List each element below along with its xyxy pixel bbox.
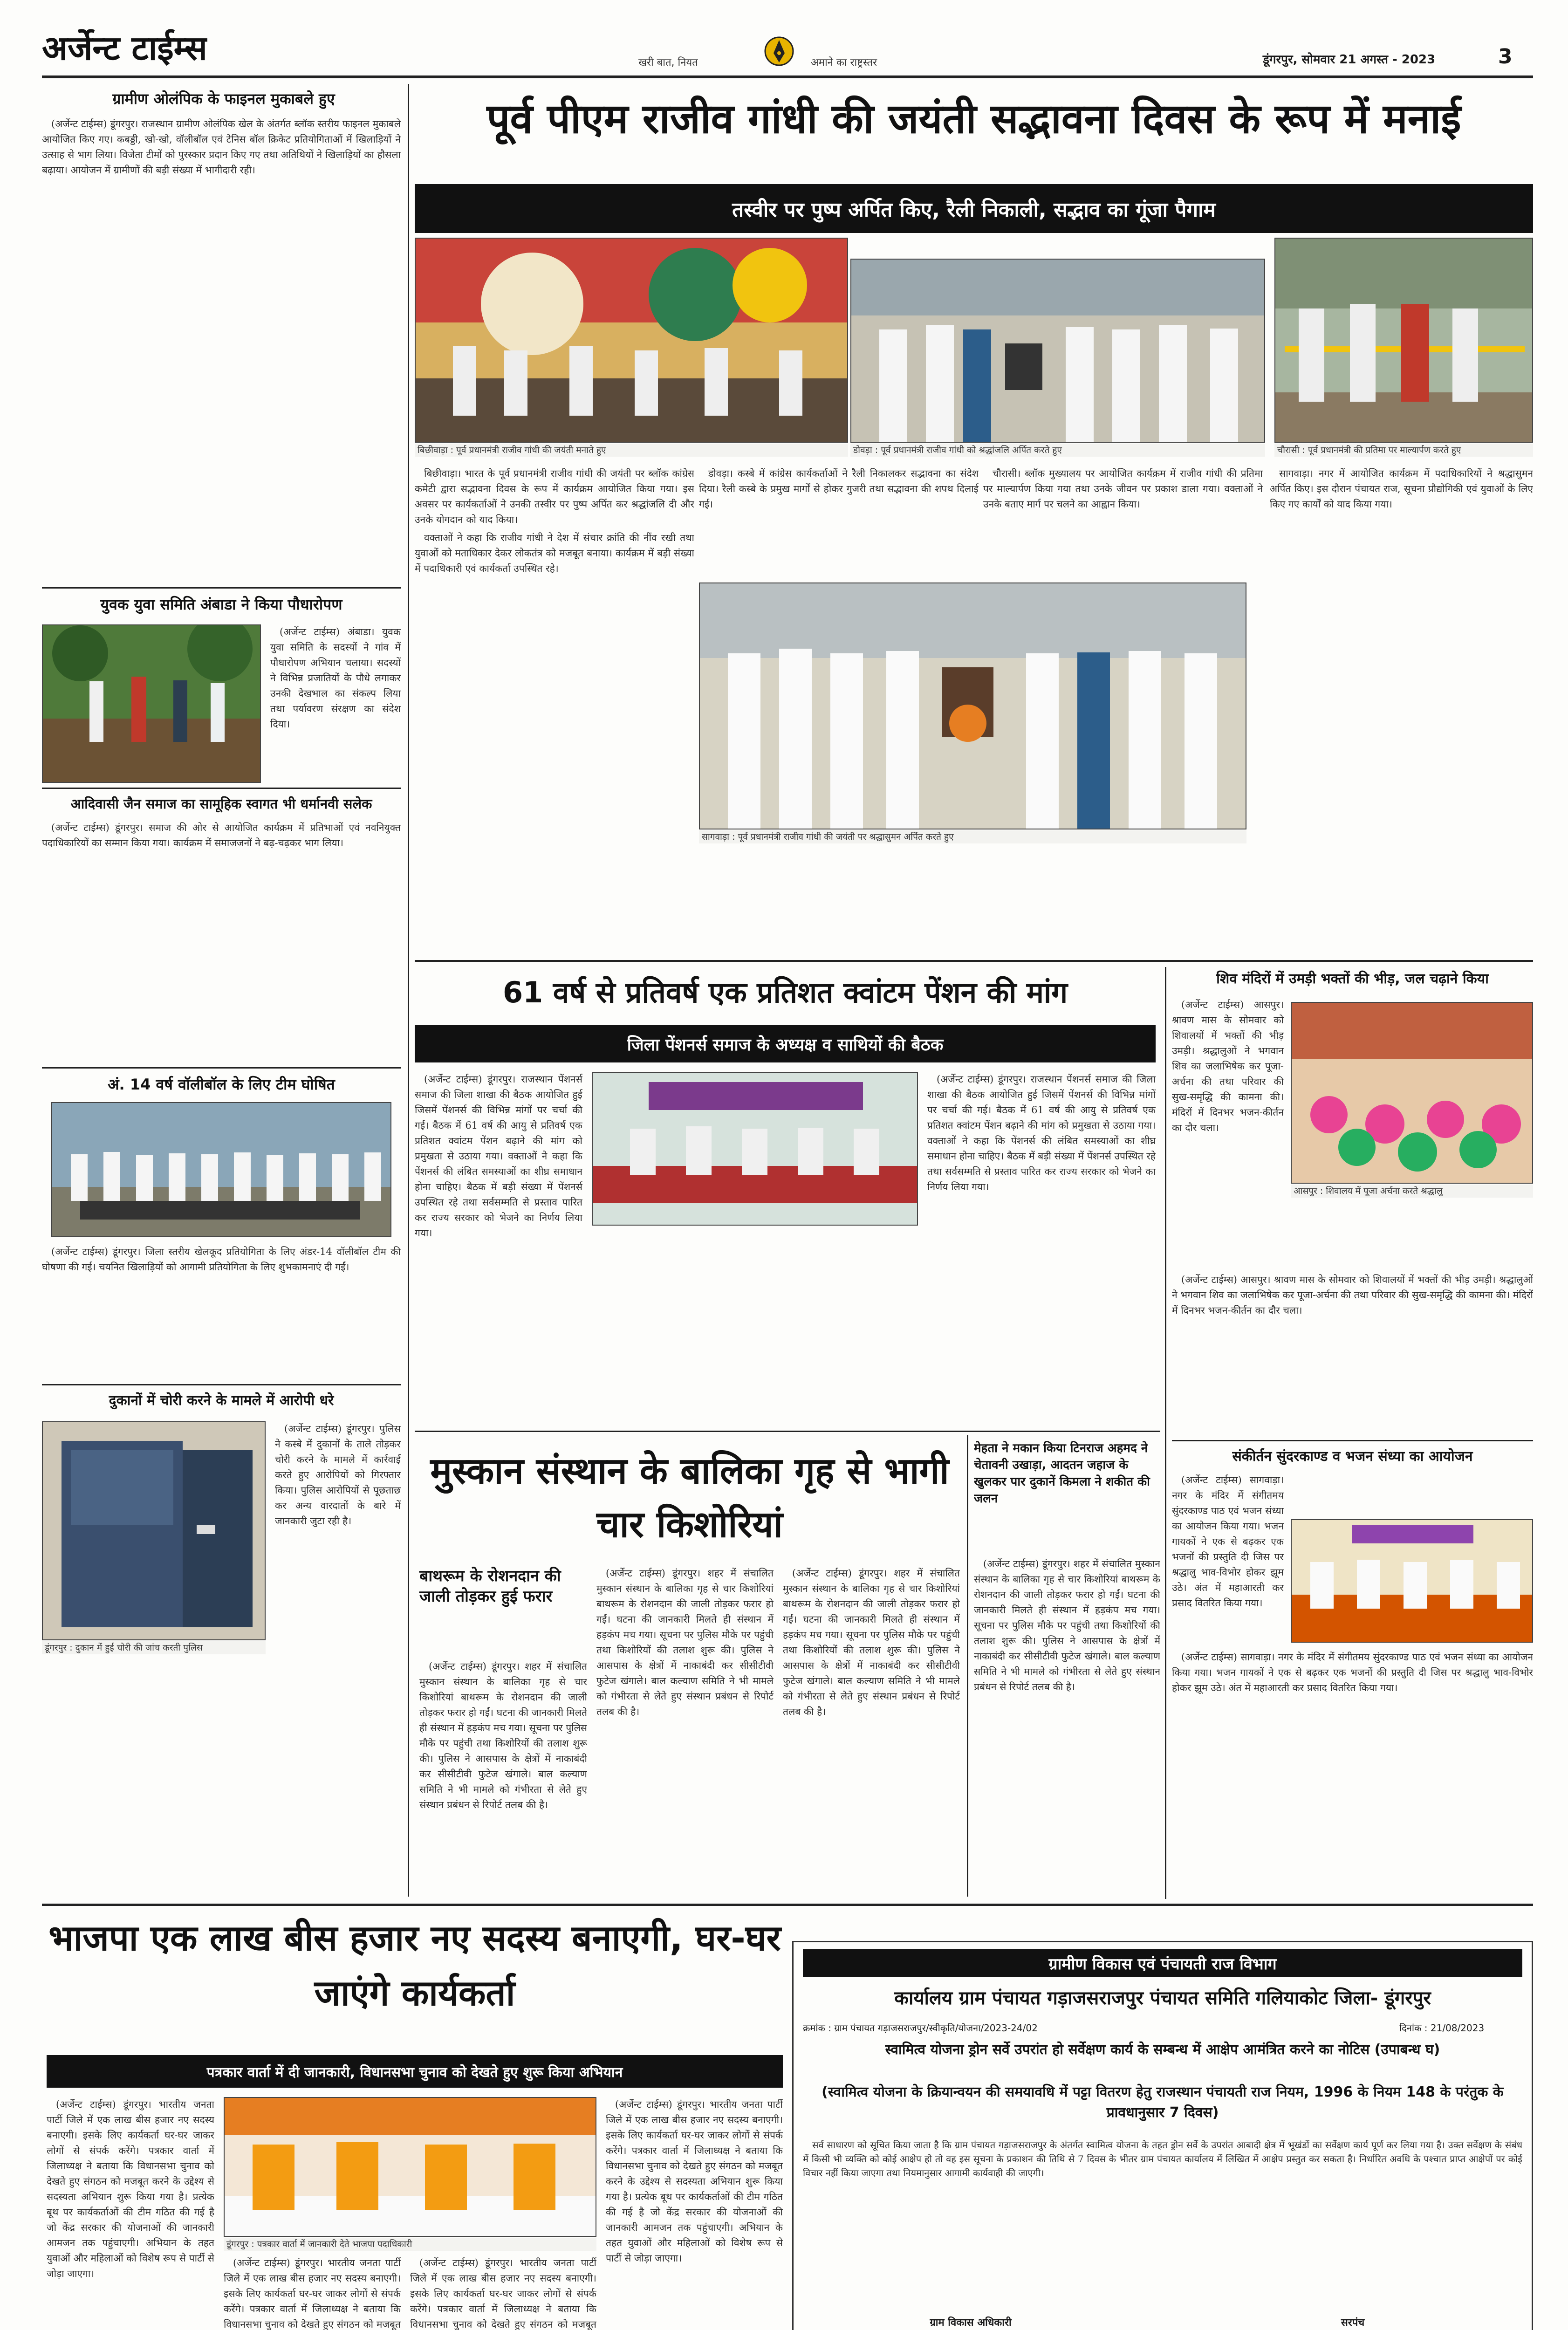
section-divider <box>415 960 1533 962</box>
notice-sign-left: ग्राम विकास अधिकारी <box>930 2317 1012 2329</box>
lead-caption-4: सागवाड़ा : पूर्व प्रधानमंत्री राजीव गांधी की जयंती पर श्रद्धासुमन अर्पित करते हुए <box>699 830 1246 843</box>
masthead-tagline-left: खरी बात, नियत <box>638 57 698 69</box>
story-headline: आदिवासी जैन समाज का सामूहिक स्वागत भी धर्मानवी सलेक <box>70 796 372 812</box>
divider <box>42 587 401 589</box>
story-body: (अर्जेन्ट टाईम्स) अंबाडा। युवक युवा समिति के सदस्यों ने गांव में पौधारोपण अभियान चलाया। सदस्यों ने विभिन्न प्रजातियों के पौधे लगाकर उनकी देखभाल का संकल्प लिया तथा पर्यावरण संरक्षण का संदेश दिया। <box>270 626 401 730</box>
photo-caption: डूंगरपुर : दुकान में हुई चोरी की जांच करती पुलिस <box>42 1641 266 1654</box>
notice-dept: ग्रामीण विकास एवं पंचायती राज विभाग <box>803 1949 1522 1977</box>
pension-subhead: जिला पेंशनर्स समाज के अध्यक्ष व साथियों की बैठक <box>415 1025 1156 1062</box>
bjp-caption: डूंगरपुर : पत्रकार वार्ता में जानकारी देते भाजपा पदाधिकारी <box>224 2238 596 2251</box>
photo-caption: आसपुर : शिवालय में पूजा अर्चना करते श्रद्धालु <box>1291 1185 1533 1198</box>
lead-body-col-4: सागवाड़ा। नगर में आयोजित कार्यक्रम में पदाधिकारियों ने श्रद्धासुमन अर्पित किए। इस दौरान पंचायत राज, सूचना प्रौद्योगिकी एवं युवाओं के लिए किए गए कार्यों को याद किया गया। <box>1270 468 1533 510</box>
bjp-body-4: (अर्जेन्ट टाईम्स) डूंगरपुर। भारतीय जनता पार्टी जिले में एक लाख बीस हजार नए सदस्य बनाएगी। इसके लिए कार्यकर्ता घर-घर जाकर लोगों से संपर्क करेंगे। पत्रकार वार्ता में जिलाध्यक्ष ने बताया कि विधानसभा चुनाव को देखते हुए संगठन को मजबूत करने के उद्देश्य से सदस्यता अभियान शुरू किया गया है। प्रत्येक बूथ पर कार्यकर्ताओं की टीम गठित की गई है जो केंद्र सरकार की योजनाओं की जानकारी आमजन तक पहुंचाएगी। अभियान के तहत युवाओं और महिलाओं को विशेष रूप से पार्टी से जोड़ा जाएगा। <box>606 2099 783 2264</box>
temple-photo <box>1291 1002 1533 1184</box>
divider <box>42 1067 401 1069</box>
masthead <box>0 0 1568 79</box>
divider <box>42 788 401 789</box>
story-body: (अर्जेन्ट टाईम्स) डूंगरपुर। समाज की ओर से आयोजित कार्यक्रम में प्रतिभाओं एवं नवनियुक्त पदाधिकारियों का सम्मान किया गया। कार्यक्रम में समाजजनों ने बढ़-चढ़कर भाग लिया। <box>42 822 401 849</box>
section-divider <box>415 1431 1160 1432</box>
lead-photo-3 <box>1274 238 1533 443</box>
lead-caption-2: डोवड़ा : पूर्व प्रधानमंत्री राजीव गांधी को श्रद्धांजलि अर्पित करते हुए <box>850 444 1265 457</box>
story-headline: ग्रामीण ओलंपिक के फाइनल मुकाबले हुए <box>112 90 335 108</box>
notice-sign-right: सरपंच <box>1341 2317 1365 2329</box>
notice-rule: (स्वामित्व योजना के क्रियान्वयन की समयावधि में पट्टा वितरण हेतु राजस्थान पंचायती राज नियम, 1996 के नियम 148 के परंतुक के प्रावधानुसार 7 दिवस) <box>822 2084 1504 2121</box>
lead-body-col-2: डोवड़ा। कस्बे में कांग्रेस कार्यकर्ताओं ने रैली निकालकर सद्भावना का संदेश दिया। रैली कस्बे के प्रमुख मार्गों से होकर गुजरी तथा सद्भावना की शपथ दिलाई गई। <box>699 468 979 510</box>
page-number: 3 <box>1498 45 1513 69</box>
story-body: (अर्जेन्ट टाईम्स) डूंगरपुर। राजस्थान ग्रामीण ओलंपिक खेल के अंतर्गत ब्लॉक स्तरीय फाइनल मुकाबले आयोजित किए गए। कबड्डी, खो-खो, वॉलीबॉल एवं टेनिस बॉल क्रिकेट प्रतियोगिताओं में खिलाड़ियों ने उत्साह से भाग लिया। विजेता टीमों को पुरस्कार प्रदान किए गए तथा अतिथियों ने खिलाड़ियों का हौसला बढ़ाया। आयोजन में ग्रामीणों की बड़ी संख्या में भागीदारी रही। <box>42 118 401 176</box>
notice-body: सर्व साधारण को सूचित किया जाता है कि ग्राम पंचायत गड़ाजसराजपुर के अंतर्गत स्वामित्व योजना के तहत ड्रोन सर्वे के उपरांत आबादी क्षेत्र में भूखंडों का सर्वेक्षण कार्य पूर्ण कर लिया गया है। उक्त सर्वेक्षण के संबंध में किसी भी व्यक्ति को कोई आक्षेप हो तो वह इस सूचना के प्रकाशन की तिथि से 7 दिवस के भीतर ग्राम पंचायत कार्यालय में लिखित में आक्षेप प्रस्तुत कर सकता है। निर्धारित अवधि के पश्चात प्राप्त आक्षेपों पर कोई विचार नहीं किया जाएगा तथा नियमानुसार आगामी कार्यवाही की जाएगी। <box>803 2139 1522 2179</box>
lead-subhead: तस्वीर पर पुष्प अर्पित किए, रैली निकाली, सद्भाव का गूंजा पैगाम <box>415 184 1533 233</box>
newspaper-name: अर्जेन्ट टाईम्स <box>42 28 207 68</box>
pension-photo <box>592 1072 918 1226</box>
side-headline: मेहता ने मकान किया टिनराज अहमद ने चेतावनी उखाड़ा, आदतन जहाज के खुलकर पार दुकानें किमला ने शकीत की जलन <box>974 1441 1150 1506</box>
story-body: (अर्जेन्ट टाईम्स) आसपुर। श्रावण मास के सोमवार को शिवालयों में भक्तों की भीड़ उमड़ी। श्रद्धालुओं ने भगवान शिव का जलाभिषेक कर पूजा-अर्चना की तथा परिवार की सुख-समृद्धि की कामना की। मंदिरों में दिनभर भजन-कीर्तन का दौर चला। <box>1172 1274 1533 1316</box>
lead-photo-4 <box>699 582 1246 829</box>
muskan-headline: मुस्कान संस्थान के बालिका गृह से भागी चार किशोरियां <box>430 1450 949 1546</box>
column-divider <box>1165 967 1166 1899</box>
lead-photo-1 <box>415 238 848 443</box>
lead-body-col-3: चौरासी। ब्लॉक मुख्यालय पर आयोजित कार्यक्रम में राजीव गांधी की प्रतिमा पर माल्यार्पण किया गया तथा उनके जीवन पर प्रकाश डाला गया। वक्ताओं ने उनके बताए मार्ग पर चलने का आह्वान किया। <box>983 468 1263 510</box>
pension-headline: 61 वर्ष से प्रतिवर्ष एक प्रतिशत क्वांटम पेंशन की मांग <box>503 975 1068 1009</box>
story-body: (अर्जेन्ट टाईम्स) डूंगरपुर। पुलिस ने कस्बे में दुकानों के ताले तोड़कर चोरी करने के मामले में कार्रवाई करते हुए आरोपियों को गिरफ्तार किया। पुलिस आरोपियों से पूछताछ कर अन्य वारदातों के बारे में जानकारी जुटा रही है। <box>275 1423 401 1527</box>
pension-body-right: (अर्जेन्ट टाईम्स) डूंगरपुर। राजस्थान पेंशनर्स समाज की जिला शाखा की बैठक आयोजित हुई जिसमें पेंशनर्स की विभिन्न मांगों पर चर्चा की गई। बैठक में 61 वर्ष की आयु से प्रतिवर्ष एक प्रतिशत क्वांटम पेंशन बढ़ाने की मांग को प्रमुखता से उठाया गया। वक्ताओं ने कहा कि पेंशनर्स की लंबित समस्याओं का शीघ्र समाधान होना चाहिए। बैठक में बड़ी संख्या में पेंशनर्स उपस्थित रहे तथा सर्वसम्मति से प्रस्ताव पारित कर राज्य सरकार को भेजने का निर्णय लिया गया। <box>927 1074 1156 1192</box>
lead-body-col-1: बिछीवाड़ा। भारत के पूर्व प्रधानमंत्री राजीव गांधी की जयंती पर ब्लॉक कांग्रेस कमेटी द्वारा सद्भावना दिवस के रूप में कार्यक्रम आयोजित किया गया। इस अवसर पर कार्यकर्ताओं ने उनकी तस्वीर पर पुष्प अर्पित कर श्रद्धांजलि दी और उनके योगदान को याद किया। वक्ताओं ने कहा कि राजीव गांधी ने देश में संचार क्रांति की नींव रखी तथा युवाओं को मताधिकार देकर लोकतंत्र को मजबूत बनाया। कार्यक्रम में बड़ी संख्या में पदाधिकारी एवं कार्यकर्ता उपस्थित रहे। <box>415 468 694 574</box>
lead-headline: पूर्व पीएम राजीव गांधी की जयंती सद्भावना दिवस के रूप में मनाई <box>486 95 1461 143</box>
notice-ref: क्रमांक : ग्राम पंचायत गड़ाजसराजपुर/स्वीकृति/योजना/2023-24/02 <box>803 2022 1038 2034</box>
notice-date: दिनांक : 21/08/2023 <box>1399 2022 1485 2034</box>
public-notice <box>792 1941 1533 2330</box>
masthead-tagline-right: अमाने का राष्ट्रस्तर <box>811 57 877 69</box>
story-headline: युवक युवा समिति अंबाडा ने किया पौधारोपण <box>100 596 342 613</box>
bjp-body-1: (अर्जेन्ट टाईम्स) डूंगरपुर। भारतीय जनता पार्टी जिले में एक लाख बीस हजार नए सदस्य बनाएगी। इसके लिए कार्यकर्ता घर-घर जाकर लोगों से संपर्क करेंगे। पत्रकार वार्ता में जिलाध्यक्ष ने बताया कि विधानसभा चुनाव को देखते हुए संगठन को मजबूत करने के उद्देश्य से सदस्यता अभियान शुरू किया गया है। प्रत्येक बूथ पर कार्यकर्ताओं की टीम गठित की गई है जो केंद्र सरकार की योजनाओं की जानकारी आमजन तक पहुंचाएगी। अभियान के तहत युवाओं और महिलाओं को विशेष रूप से पार्टी से जोड़ा जाएगा। <box>47 2099 214 2279</box>
notice-office: कार्यालय ग्राम पंचायत गड़ाजसराजपुर पंचायत समिति गलियाकोट जिला- डूंगरपुर <box>894 1987 1431 2009</box>
divider <box>42 1384 401 1385</box>
story-headline: अं. 14 वर्ष वॉलीबॉल के लिए टीम घोषित <box>108 1076 335 1093</box>
column-divider <box>967 1435 968 1897</box>
bhajan-photo <box>1291 1519 1533 1643</box>
right-column <box>1172 969 1533 1901</box>
bjp-body-3: (अर्जेन्ट टाईम्स) डूंगरपुर। भारतीय जनता पार्टी जिले में एक लाख बीस हजार नए सदस्य बनाएगी। इसके लिए कार्यकर्ता घर-घर जाकर लोगों से संपर्क करेंगे। पत्रकार वार्ता में जिलाध्यक्ष ने बताया कि विधानसभा चुनाव को देखते हुए संगठन को मजबूत <box>410 2257 596 2330</box>
story-headline: संकीर्तन सुंदरकाण्ड व भजन संध्या का आयोजन <box>1232 1448 1473 1465</box>
bjp-headline: भाजपा एक लाख बीस हजार नए सदस्य बनाएगी, घर-घर जाएंगे कार्यकर्ता <box>48 1917 781 2014</box>
column-divider <box>408 84 409 1897</box>
masthead-rule <box>42 75 1533 78</box>
muskan-body-3: (अर्जेन्ट टाईम्स) डूंगरपुर। शहर में संचालित मुस्कान संस्थान के बालिका गृह से चार किशोरियां बाथरूम के रोशनदान की जाली तोड़कर फरार हो गईं। घटना की जानकारी मिलते ही संस्थान में हड़कंप मच गया। सूचना पर पुलिस मौके पर पहुंची तथा किशोरियों की तलाश शुरू की। पुलिस ने आसपास के क्षेत्रों में नाकाबंदी कर सीसीटीवी फुटेज खंगाले। बाल कल्याण समिति ने भी मामले को गंभीरता से लेते हुए संस्थान प्रबंधन से रिपोर्ट तलब की है। <box>783 1568 960 1717</box>
plantation-photo <box>42 624 261 783</box>
volleyball-team-photo <box>51 1102 391 1237</box>
side-story-body: (अर्जेन्ट टाईम्स) डूंगरपुर। शहर में संचालित मुस्कान संस्थान के बालिका गृह से चार किशोरियां बाथरूम के रोशनदान की जाली तोड़कर फरार हो गईं। घटना की जानकारी मिलते ही संस्थान में हड़कंप मच गया। सूचना पर पुलिस मौके पर पहुंची तथा किशोरियों की तलाश शुरू की। पुलिस ने आसपास के क्षेत्रों में नाकाबंदी कर सीसीटीवी फुटेज खंगाले। बाल कल्याण समिति ने भी मामले को गंभीरता से लेते हुए संस्थान प्रबंधन से रिपोर्ट तलब की है। <box>974 1558 1160 1693</box>
pension-body-left: (अर्जेन्ट टाईम्स) डूंगरपुर। राजस्थान पेंशनर्स समाज की जिला शाखा की बैठक आयोजित हुई जिसमें पेंशनर्स की विभिन्न मांगों पर चर्चा की गई। बैठक में 61 वर्ष की आयु से प्रतिवर्ष एक प्रतिशत क्वांटम पेंशन बढ़ाने की मांग को प्रमुखता से उठाया गया। वक्ताओं ने कहा कि पेंशनर्स की लंबित समस्याओं का शीघ्र समाधान होना चाहिए। बैठक में बड़ी संख्या में पेंशनर्स उपस्थित रहे तथा सर्वसम्मति से प्रस्ताव पारित कर राज्य सरकार को भेजने का निर्णय लिया गया। <box>415 1074 582 1239</box>
notice-title: स्वामित्व योजना ड्रोन सर्वे उपरांत हो सर्वेक्षण कार्य के सम्बन्ध में आक्षेप आमंत्रित करने का नोटिस (उपाबन्ध घ) <box>885 2042 1440 2058</box>
lead-photo-2 <box>850 259 1265 443</box>
muskan-subhead: बाथरूम के रोशनदान की जाली तोड़कर हुई फरार <box>419 1567 561 1606</box>
bjp-subhead: पत्रकार वार्ता में दी जानकारी, विधानसभा चुनाव को देखते हुए शुरू किया अभियान <box>47 2055 783 2088</box>
lead-caption-1: बिछीवाड़ा : पूर्व प्रधानमंत्री राजीव गांधी की जयंती मनाते हुए <box>415 444 848 457</box>
muskan-body-2: (अर्जेन्ट टाईम्स) डूंगरपुर। शहर में संचालित मुस्कान संस्थान के बालिका गृह से चार किशोरियां बाथरूम के रोशनदान की जाली तोड़कर फरार हो गईं। घटना की जानकारी मिलते ही संस्थान में हड़कंप मच गया। सूचना पर पुलिस मौके पर पहुंची तथा किशोरियों की तलाश शुरू की। पुलिस ने आसपास के क्षेत्रों में नाकाबंदी कर सीसीटीवी फुटेज खंगाले। बाल कल्याण समिति ने भी मामले को गंभीरता से लेते हुए संस्थान प्रबंधन से रिपोर्ट तलब की है। <box>596 1568 774 1717</box>
story-headline: शिव मंदिरों में उमड़ी भक्तों की भीड़, जल चढ़ाने किया <box>1216 971 1489 987</box>
left-column <box>42 84 401 1901</box>
story-body: (अर्जेन्ट टाईम्स) सागवाड़ा। नगर के मंदिर में संगीतमय सुंदरकाण्ड पाठ एवं भजन संध्या का आयोजन किया गया। भजन गायकों ने एक से बढ़कर एक भजनों की प्रस्तुति दी जिस पर श्रद्धालु भाव-विभोर होकर झूम उठे। अंत में महाआरती कर प्रसाद वितरित किया गया। <box>1172 1474 1284 1609</box>
story-body: (अर्जेन्ट टाईम्स) आसपुर। श्रावण मास के सोमवार को शिवालयों में भक्तों की भीड़ उमड़ी। श्रद्धालुओं ने भगवान शिव का जलाभिषेक कर पूजा-अर्चना की तथा परिवार की सुख-समृद्धि की कामना की। मंदिरों में दिनभर भजन-कीर्तन का दौर चला। <box>1172 999 1284 1133</box>
divider <box>1172 1440 1533 1441</box>
section-divider <box>42 1904 1533 1906</box>
muskan-body-1: (अर्जेन्ट टाईम्स) डूंगरपुर। शहर में संचालित मुस्कान संस्थान के बालिका गृह से चार किशोरियां बाथरूम के रोशनदान की जाली तोड़कर फरार हो गईं। घटना की जानकारी मिलते ही संस्थान में हड़कंप मच गया। सूचना पर पुलिस मौके पर पहुंची तथा किशोरियों की तलाश शुरू की। पुलिस ने आसपास के क्षेत्रों में नाकाबंदी कर सीसीटीवी फुटेज खंगाले। बाल कल्याण समिति ने भी मामले को गंभीरता से लेते हुए संस्थान प्रबंधन से रिपोर्ट तलब की है। <box>419 1661 587 1810</box>
bjp-press-photo <box>224 2097 596 2237</box>
theft-photo <box>42 1421 266 1640</box>
story-body: (अर्जेन्ट टाईम्स) डूंगरपुर। जिला स्तरीय खेलकूद प्रतियोगिता के लिए अंडर-14 वॉलीबॉल टीम की घोषणा की गई। चयनित खिलाड़ियों को आगामी प्रतियोगिता के लिए शुभकामनाएं दी गईं। <box>42 1246 401 1273</box>
bjp-body-2: (अर्जेन्ट टाईम्स) डूंगरपुर। भारतीय जनता पार्टी जिले में एक लाख बीस हजार नए सदस्य बनाएगी। इसके लिए कार्यकर्ता घर-घर जाकर लोगों से संपर्क करेंगे। पत्रकार वार्ता में जिलाध्यक्ष ने बताया कि विधानसभा चुनाव को देखते हुए संगठन को मजबूत <box>224 2257 401 2330</box>
dateline: डूंगरपुर, सोमवार 21 अगस्त - 2023 <box>1263 53 1436 67</box>
pen-nib-icon <box>764 33 794 70</box>
story-headline: दुकानों में चोरी करने के मामले में आरोपी धरे <box>109 1392 334 1409</box>
story-body: (अर्जेन्ट टाईम्स) सागवाड़ा। नगर के मंदिर में संगीतमय सुंदरकाण्ड पाठ एवं भजन संध्या का आयोजन किया गया। भजन गायकों ने एक से बढ़कर एक भजनों की प्रस्तुति दी जिस पर श्रद्धालु भाव-विभोर होकर झूम उठे। अंत में महाआरती कर प्रसाद वितरित किया गया। <box>1172 1652 1533 1693</box>
lead-caption-3: चौरासी : पूर्व प्रधानमंत्री की प्रतिमा पर माल्यार्पण करते हुए <box>1274 444 1533 457</box>
